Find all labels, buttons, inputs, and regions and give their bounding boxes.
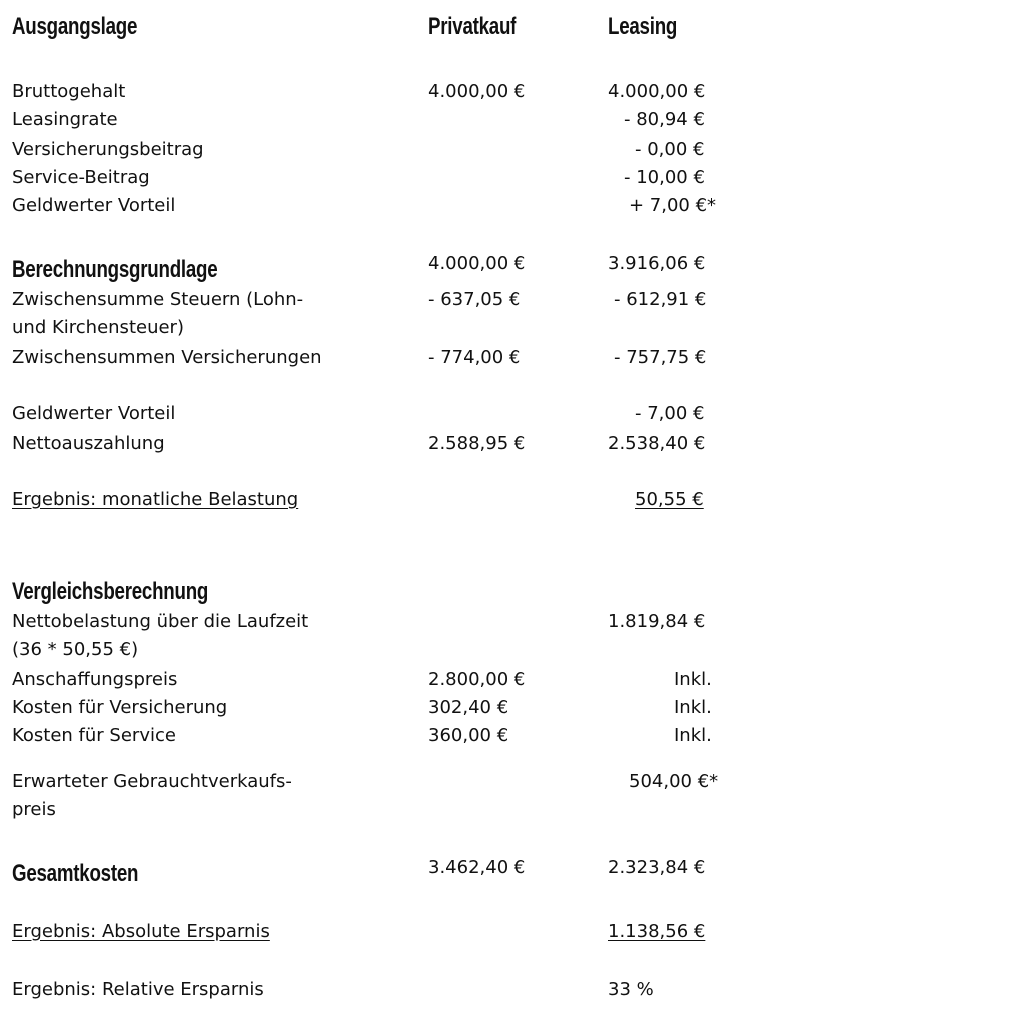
private-value: - 637,05 € [428,289,521,310]
private-value: - 774,00 € [428,347,521,368]
absolute-savings-value: 1.138,56 € [608,921,706,942]
leasing-value: 2.538,40 € [608,433,706,454]
total-leasing-value: 2.323,84 € [608,857,706,878]
result-monthly-value: 50,55 € [635,489,704,510]
leasing-value: - 612,91 € [614,289,707,310]
row-label: Nettoauszahlung [12,433,165,454]
leasing-value: 504,00 €* [629,771,719,792]
total-costs-label: Gesamtkosten [12,860,139,887]
row-label-continued: (36 * 50,55 €) [12,639,139,660]
row-label: Versicherungsbeitrag [12,139,204,160]
row-label-continued: preis [12,799,56,820]
result-monthly-label: Ergebnis: monatliche Belastung [12,489,299,510]
private-value: 2.588,95 € [428,433,526,454]
row-label: Zwischensummen Versicherungen [12,347,322,368]
section-title-ausgangslage: Ausgangslage [12,13,138,40]
leasing-value: 4.000,00 € [608,81,706,102]
private-value: 4.000,00 € [428,253,526,274]
leasing-value: - 0,00 € [635,139,705,160]
column-header-privatkauf: Privatkauf [428,13,517,40]
leasing-value: 3.916,06 € [608,253,706,274]
row-label: Erwarteter Gebrauchtverkaufs- [12,771,292,792]
row-label: Service-Beitrag [12,167,150,188]
row-label: Nettobelastung über die Laufzeit [12,611,309,632]
row-label: Kosten für Service [12,725,176,746]
leasing-value: Inkl. [674,669,712,690]
private-value: 2.800,00 € [428,669,526,690]
leasing-value: 1.819,84 € [608,611,706,632]
leasing-value: - 10,00 € [624,167,705,188]
section-title-vergleichsberechnung: Vergleichsberechnung [12,578,209,605]
section-title-berechnungsgrundlage: Berechnungsgrundlage [12,256,218,283]
row-label: Kosten für Versicherung [12,697,228,718]
private-value: 4.000,00 € [428,81,526,102]
leasing-value: Inkl. [674,697,712,718]
row-label: Geldwerter Vorteil [12,195,176,216]
total-private-value: 3.462,40 € [428,857,526,878]
absolute-savings-label: Ergebnis: Absolute Ersparnis [12,921,270,942]
row-label-continued: und Kirchensteuer) [12,317,184,338]
row-label: Bruttogehalt [12,81,126,102]
private-value: 360,00 € [428,725,509,746]
leasing-value: + 7,00 €* [629,195,717,216]
row-label: Zwischensumme Steuern (Lohn- [12,289,304,310]
row-label: Leasingrate [12,109,118,130]
leasing-value: Inkl. [674,725,712,746]
row-label: Anschaffungspreis [12,669,178,690]
leasing-value: - 7,00 € [635,403,705,424]
relative-savings-label: Ergebnis: Relative Ersparnis [12,979,264,1000]
relative-savings-value: 33 % [608,979,654,1000]
leasing-value: - 80,94 € [624,109,705,130]
column-header-leasing: Leasing [608,13,678,40]
private-value: 302,40 € [428,697,509,718]
leasing-value: - 757,75 € [614,347,707,368]
row-label: Geldwerter Vorteil [12,403,176,424]
